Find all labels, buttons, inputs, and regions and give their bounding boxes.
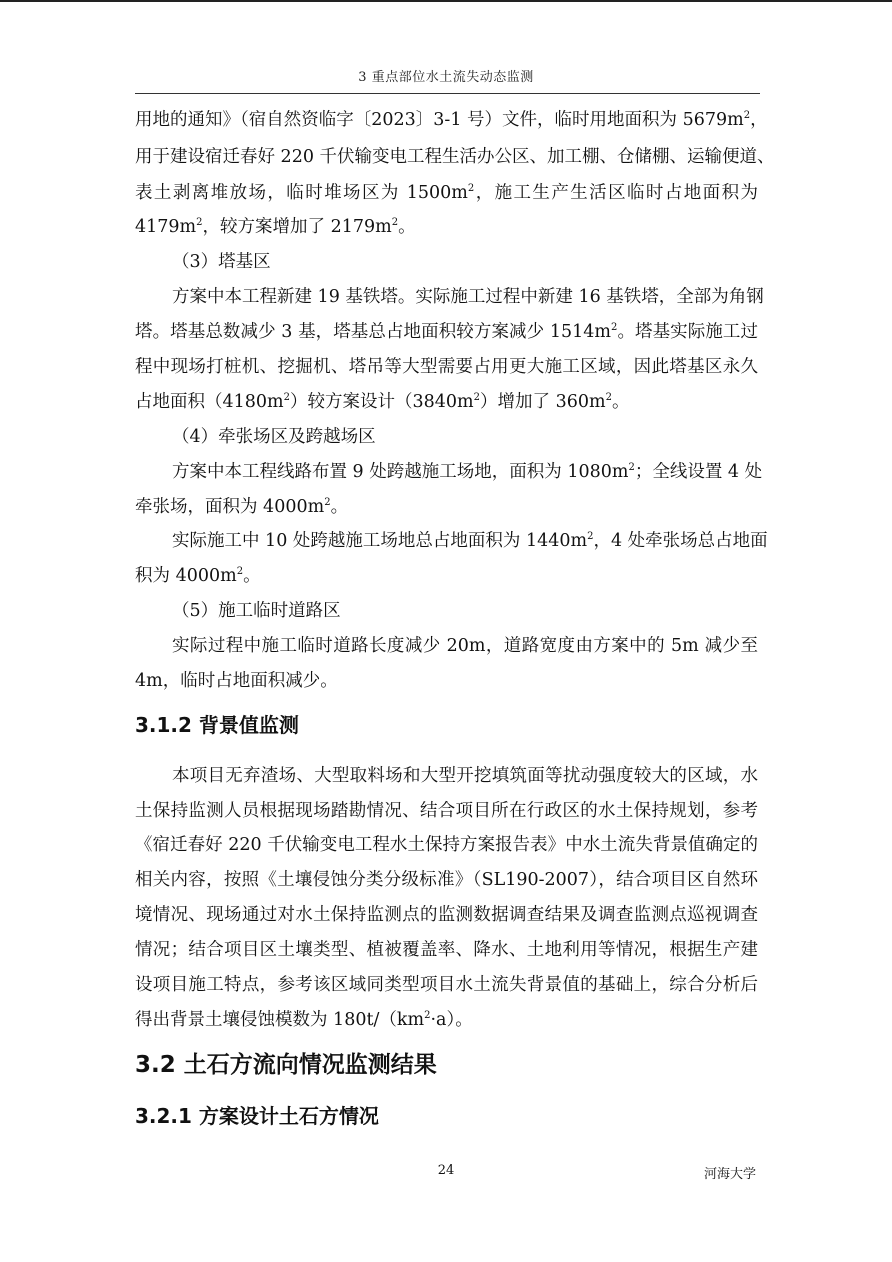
p2-line4: 占地面积$(4180m^2)$较方案设计$(3840m^2)$增加了 $360m^2$。	[135, 392, 630, 412]
running-header: 3 重点部位水土流失动态监测	[358, 70, 534, 85]
p1-line1: 用地的通知》（宿自然资临字〔2023〕3-1 号）文件，临时用地面积为 $5679m^2$，	[135, 110, 768, 130]
p2-line2: 塔。塔基总数减少 3 基，塔基总占地面积较方案减少 $1514m^2$。塔基实际施工过	[135, 322, 759, 342]
p5-line2: 4m，临时占地面积减少。	[135, 671, 338, 691]
subsection-temp-road: （5）施工临时道路区	[172, 601, 341, 621]
p6-line8: 得出背景土壤侵蚀模数为 $180t/(km^2\cdot a)$。	[135, 1010, 473, 1030]
heading-3-2: 3.2 土石方流向情况监测结果	[135, 1052, 437, 1078]
p6-line6: 情况；结合项目区土壤类型、植被覆盖率、降水、土地利用等情况，根据生产建	[135, 940, 758, 960]
p6-line4: 相关内容，按照《土壤侵蚀分类分级标准》（SL190-2007），结合项目区自然环	[135, 870, 758, 890]
heading-3-2-1: 3.2.1 方案设计土石方情况	[135, 1104, 379, 1128]
p6-line1: 本项目无弃渣场、大型取料场和大型开挖填筑面等扰动强度较大的区域，水	[172, 766, 758, 786]
top-border	[0, 0, 892, 2]
subsection-tower-base: （3）塔基区	[172, 252, 271, 272]
p1-line4: $4179m^2$，较方案增加了 $2179m^2$。	[135, 217, 416, 237]
p4-line2: 积为 $4000m^2$。	[135, 566, 261, 586]
p1-line2: 用于建设宿迁春好 220 千伏输变电工程生活办公区、加工棚、仓储棚、运输便道、	[135, 147, 775, 167]
p6-line3: 《宿迁春好 220 千伏输变电工程水土保持方案报告表》中水土流失背景值确定的	[135, 835, 758, 855]
p4-line1: 实际施工中 10 处跨越施工场地总占地面积为 $1440m^2$，4 处牵张场总占地面	[172, 531, 768, 551]
p3-line1: 方案中本工程线路布置 9 处跨越施工场地，面积为 $1080m^2$；全线设置 4 处	[172, 462, 763, 482]
p6-line7: 设项目施工特点，参考该区域同类型项目水土流失背景值的基础上，综合分析后	[135, 975, 758, 995]
header-rule	[135, 93, 760, 94]
page-number: 24	[437, 1163, 455, 1178]
p2-line3: 程中现场打桩机、挖掘机、塔吊等大型需要占用更大施工区域，因此塔基区永久	[135, 357, 758, 377]
p3-line2: 牵张场，面积为 $4000m^2$。	[135, 497, 349, 517]
p1-line3: 表土剥离堆放场，临时堆场区为 $1500m^2$，施工生产生活区临时占地面积为	[135, 183, 758, 203]
heading-3-1-2: 3.1.2 背景值监测	[135, 713, 299, 737]
p6-line5: 境情况、现场通过对水土保持监测点的监测数据调查结果及调查监测点巡视调查	[135, 905, 758, 925]
p5-line1: 实际过程中施工临时道路长度减少 20m，道路宽度由方案中的 5m 减少至	[172, 636, 758, 656]
p6-line2: 土保持监测人员根据现场踏勘情况、结合项目所在行政区的水土保持规划，参考	[135, 801, 758, 821]
subsection-tension-crossing: （4）牵张场区及跨越场区	[172, 427, 376, 447]
p2-line1: 方案中本工程新建 19 基铁塔。实际施工过程中新建 16 基铁塔，全部为角钢	[172, 287, 764, 307]
footer-institution: 河海大学	[704, 1167, 757, 1182]
